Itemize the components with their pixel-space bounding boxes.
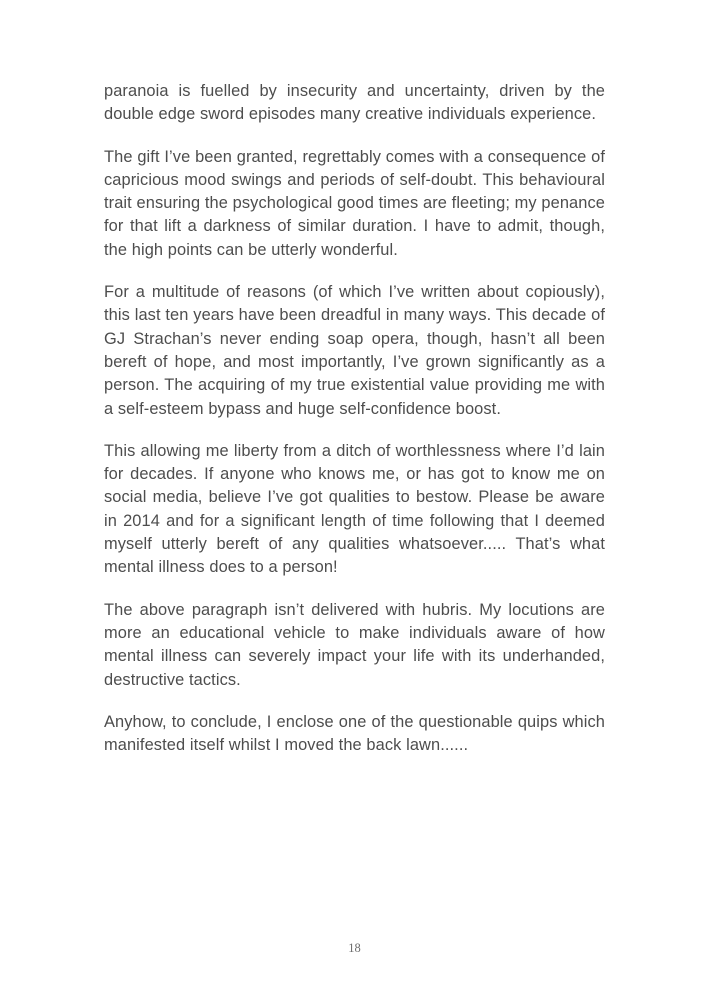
paragraph-4: This allowing me liberty from a ditch of worthlessness where I’d lain for decades. If anyone who knows me, or has got to know me on social media, believe I’ve got qualities to bestow. Please be aware in 2014 and for a significant length of time following that I deemed myself utterly bereft of any qualities whatsoever..... That’s what mental illness does to a person! [104, 441, 605, 577]
page-number: 18 [348, 941, 361, 955]
paragraph-2: The gift I’ve been granted, regrettably comes with a consequence of capricious mood swings and periods of self-doubt. This behavioural trait ensuring the psychological good times are fleeting; my penance for that lift a darkness of similar duration. I have to admit, though, the high points can be utterly wonderful. [104, 147, 605, 259]
paragraph-1: paranoia is fuelled by insecurity and uncertainty, driven by the double edge sword episodes many creative individuals experience. [104, 82, 605, 124]
paragraph-3: For a multitude of reasons (of which I’ve written about copiously), this last ten years have been dreadful in many ways. This decade of GJ Strachan’s never ending soap opera, though, hasn’t all been bereft of hope, and most importantly, I’ve grown significantly as a person. The acquiring of my true existential value providing me with a self-esteem bypass and huge self-confidence boost. [104, 283, 605, 418]
page-body-text [104, 80, 605, 757]
paragraph-5: The above paragraph isn’t delivered with hubris. My locutions are more an educational vehicle to make individuals aware of how mental illness can severely impact your life with its underhanded, destructive tactics. [104, 600, 605, 689]
paragraph-6: Anyhow, to conclude, I enclose one of the questionable quips which manifested itself whilst I moved the back lawn...... [104, 712, 605, 755]
